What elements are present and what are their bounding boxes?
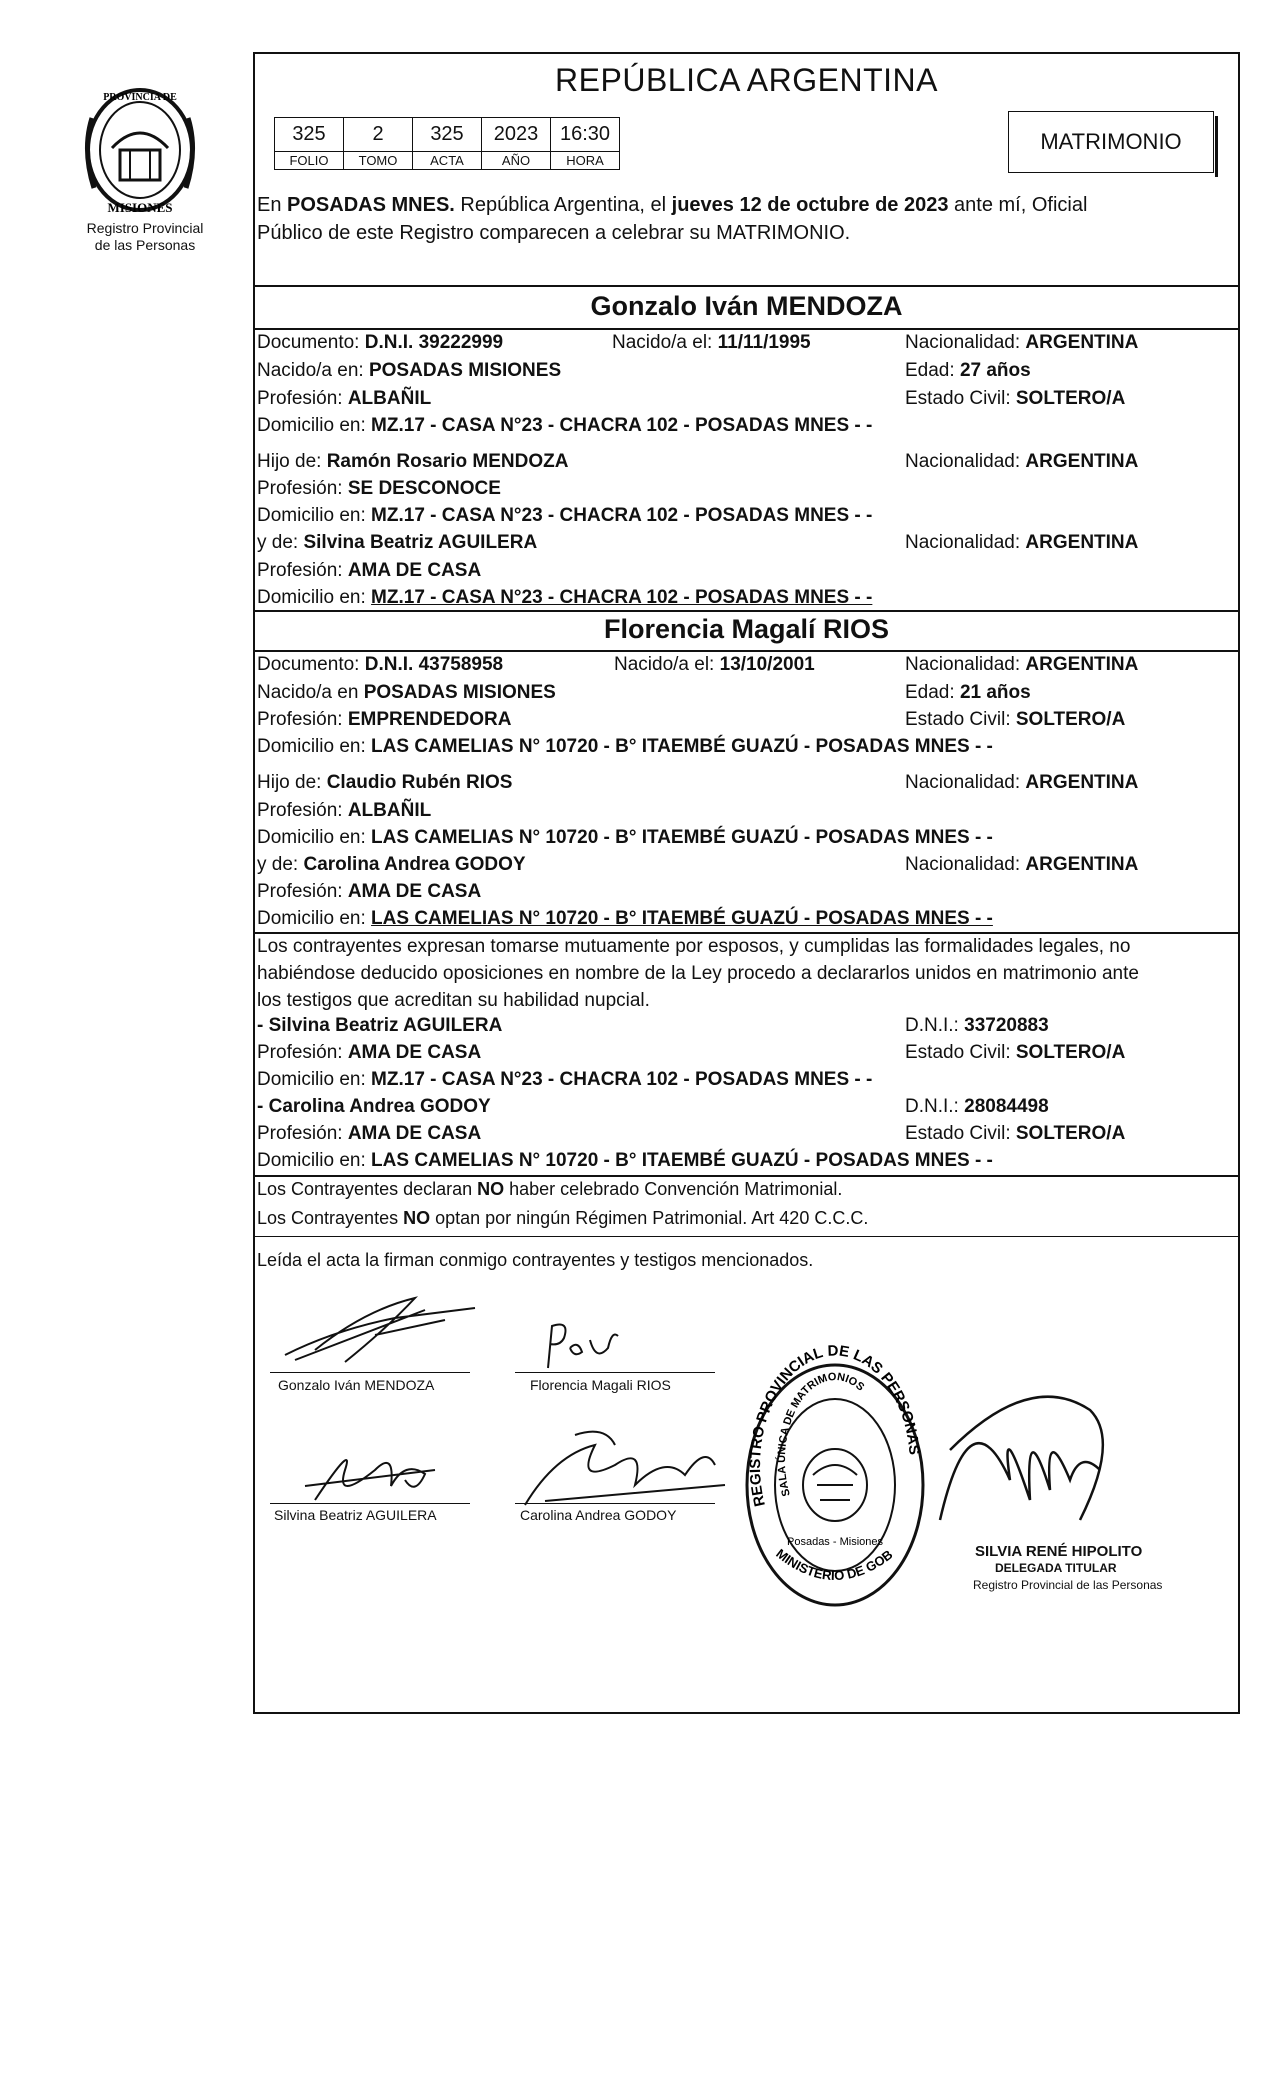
act-type-box bbox=[1008, 111, 1214, 173]
bride-mother-domicilio: Domicilio en: LAS CAMELIAS N° 10720 - B° ITAEMBÉ GUAZÚ - POSADAS MNES - - bbox=[257, 908, 993, 929]
bride-name: Florencia Magalí RIOS bbox=[603, 614, 890, 644]
hora-label: HORA bbox=[551, 152, 620, 170]
act-type-label: MATRIMONIO bbox=[1040, 129, 1182, 154]
anio-label: AÑO bbox=[482, 152, 551, 170]
folio-label: FOLIO bbox=[275, 152, 344, 170]
anio-value: 2023 bbox=[482, 118, 551, 152]
witness1-name: - Silvina Beatriz AGUILERA bbox=[257, 1015, 503, 1036]
witness2-dni: D.N.I.: 28084498 bbox=[905, 1096, 1049, 1117]
bride-documento: Documento: D.N.I. 43758958 bbox=[257, 654, 504, 675]
witness2-profesion: Profesión: AMA DE CASA bbox=[257, 1123, 482, 1144]
groom-nacido-el: Nacido/a el: 11/11/1995 bbox=[612, 332, 811, 353]
svg-text:MISIONES: MISIONES bbox=[107, 200, 173, 215]
bride-profesion: Profesión: EMPRENDEDORA bbox=[257, 709, 512, 730]
bride-mother: y de: Carolina Andrea GODOY bbox=[257, 854, 526, 875]
witness2-signature bbox=[515, 1425, 735, 1515]
patrimonial-line1: Los Contrayentes declaran NO haber celebrado Convención Matrimonial. bbox=[257, 1179, 843, 1199]
witness2-name: - Carolina Andrea GODOY bbox=[257, 1096, 491, 1117]
witness1-profesion: Profesión: AMA DE CASA bbox=[257, 1042, 482, 1063]
groom-estado-civil: Estado Civil: SOLTERO/A bbox=[905, 388, 1126, 409]
svg-text:SALA ÚNICA DE MATRIMONIOS: SALA ÚNICA DE MATRIMONIOS bbox=[775, 1370, 867, 1498]
witness1-domicilio: Domicilio en: MZ.17 - CASA N°23 - CHACRA 102 - POSADAS MNES - - bbox=[257, 1069, 873, 1090]
intro-date: jueves 12 de octubre de 2023 bbox=[671, 194, 949, 216]
groom-name: Gonzalo Iván MENDOZA bbox=[590, 291, 903, 321]
tomo-label: TOMO bbox=[344, 152, 413, 170]
bride-father: Hijo de: Claudio Rubén RIOS bbox=[257, 772, 513, 793]
svg-text:PROVINCIA DE: PROVINCIA DE bbox=[103, 92, 177, 103]
groom-domicilio: Domicilio en: MZ.17 - CASA N°23 - CHACRA 102 - POSADAS MNES - - bbox=[257, 415, 873, 436]
bride-nacionalidad: Nacionalidad: ARGENTINA bbox=[905, 654, 1139, 675]
svg-text:Posadas - Misiones: Posadas - Misiones bbox=[787, 1536, 883, 1548]
bride-father-profesion: Profesión: ALBAÑIL bbox=[257, 800, 432, 821]
bride-father-domicilio: Domicilio en: LAS CAMELIAS N° 10720 - B° ITAEMBÉ GUAZÚ - POSADAS MNES - - bbox=[257, 827, 993, 848]
witness1-dni: D.N.I.: 33720883 bbox=[905, 1015, 1049, 1036]
groom-mother-profesion: Profesión: AMA DE CASA bbox=[257, 560, 482, 581]
groom-nacido-en: Nacido/a en: POSADAS MISIONES bbox=[257, 360, 562, 381]
witness1-signature-label: Silvina Beatriz AGUILERA bbox=[274, 1507, 437, 1523]
official-round-seal bbox=[729, 1342, 935, 1615]
bride-domicilio: Domicilio en: LAS CAMELIAS N° 10720 - B° ITAEMBÉ GUAZÚ - POSADAS MNES - - bbox=[257, 736, 993, 757]
svg-text:MINISTERIO DE GOBIERNO: MINISTERIO DE GOBIERNO bbox=[729, 1343, 896, 1584]
bride-mother-nacionalidad: Nacionalidad: ARGENTINA bbox=[905, 854, 1139, 875]
groom-father-domicilio: Domicilio en: MZ.17 - CASA N°23 - CHACRA 102 - POSADAS MNES - - bbox=[257, 505, 873, 526]
groom-signature bbox=[275, 1290, 485, 1370]
bride-nacido-el: Nacido/a el: 13/10/2001 bbox=[614, 654, 815, 675]
groom-father-nacionalidad: Nacionalidad: ARGENTINA bbox=[905, 451, 1139, 472]
acta-value: 325 bbox=[413, 118, 482, 152]
groom-documento: Documento: D.N.I. 39222999 bbox=[257, 332, 504, 353]
declaration-paragraph: Los contrayentes expresan tomarse mutuamente por esposos, y cumplidas las formalidades legales, no habiéndose deducido oposiciones en nombre de la Ley procedo a declararlos unidos en matrimonio ante los testigos que acreditan su habilidad nupcial. bbox=[257, 936, 1139, 1011]
bride-mother-profesion: Profesión: AMA DE CASA bbox=[257, 881, 482, 902]
tomo-value: 2 bbox=[344, 118, 413, 152]
acta-label: ACTA bbox=[413, 152, 482, 170]
page-title: REPÚBLICA ARGENTINA bbox=[555, 62, 938, 98]
official-title: DELEGADA TITULAR bbox=[995, 1561, 1117, 1575]
groom-nacionalidad: Nacionalidad: ARGENTINA bbox=[905, 332, 1139, 353]
hora-value: 16:30 bbox=[551, 118, 620, 152]
official-signature bbox=[930, 1350, 1130, 1550]
closing-text: Leída el acta la firman conmigo contrayentes y testigos mencionados. bbox=[257, 1250, 814, 1270]
registry-name-line1: Registro Provincial bbox=[86, 220, 204, 236]
groom-mother-domicilio: Domicilio en: MZ.17 - CASA N°23 - CHACRA 102 - POSADAS MNES - - bbox=[257, 587, 873, 608]
witness2-domicilio: Domicilio en: LAS CAMELIAS N° 10720 - B° ITAEMBÉ GUAZÚ - POSADAS MNES - - bbox=[257, 1150, 993, 1171]
witness1-signature bbox=[295, 1430, 455, 1510]
groom-father-profesion: Profesión: SE DESCONOCE bbox=[257, 478, 501, 499]
witness2-signature-label: Carolina Andrea GODOY bbox=[520, 1507, 677, 1523]
bride-signature bbox=[530, 1318, 630, 1373]
official-name: SILVIA RENÉ HIPOLITO bbox=[975, 1543, 1143, 1560]
groom-signature-label: Gonzalo Iván MENDOZA bbox=[278, 1377, 435, 1393]
patrimonial-line2: Los Contrayentes NO optan por ningún Régimen Patrimonial. Art 420 C.C.C. bbox=[257, 1208, 869, 1228]
bride-father-nacionalidad: Nacionalidad: ARGENTINA bbox=[905, 772, 1139, 793]
registry-name-line2: de las Personas bbox=[94, 237, 196, 253]
folio-table bbox=[274, 117, 620, 170]
groom-mother: y de: Silvina Beatriz AGUILERA bbox=[257, 532, 538, 553]
groom-edad: Edad: 27 años bbox=[905, 360, 1031, 381]
bride-estado-civil: Estado Civil: SOLTERO/A bbox=[905, 709, 1126, 730]
official-org: Registro Provincial de las Personas bbox=[973, 1578, 1163, 1592]
folio-value: 325 bbox=[275, 118, 344, 152]
bride-edad: Edad: 21 años bbox=[905, 682, 1031, 703]
bride-signature-label: Florencia Magali RIOS bbox=[530, 1377, 671, 1393]
bride-nacido-en: Nacido/a en POSADAS MISIONES bbox=[257, 682, 556, 703]
groom-profesion: Profesión: ALBAÑIL bbox=[257, 388, 432, 409]
intro-place: POSADAS MNES. bbox=[287, 194, 455, 216]
svg-text:REGISTRO PROVINCIAL DE LAS PER: REGISTRO PROVINCIAL DE LAS PERSONAS bbox=[746, 1342, 923, 1509]
witness2-estado-civil: Estado Civil: SOLTERO/A bbox=[905, 1123, 1126, 1144]
witness1-estado-civil: Estado Civil: SOLTERO/A bbox=[905, 1042, 1126, 1063]
provincial-seal-logo bbox=[72, 78, 208, 220]
groom-father: Hijo de: Ramón Rosario MENDOZA bbox=[257, 451, 569, 472]
groom-mother-nacionalidad: Nacionalidad: ARGENTINA bbox=[905, 532, 1139, 553]
intro-paragraph: En POSADAS MNES. República Argentina, el jueves 12 de octubre de 2023 ante mí, Oficial Público de este Registro comparecen a celebrar su MATRIMONIO. bbox=[257, 194, 1088, 244]
